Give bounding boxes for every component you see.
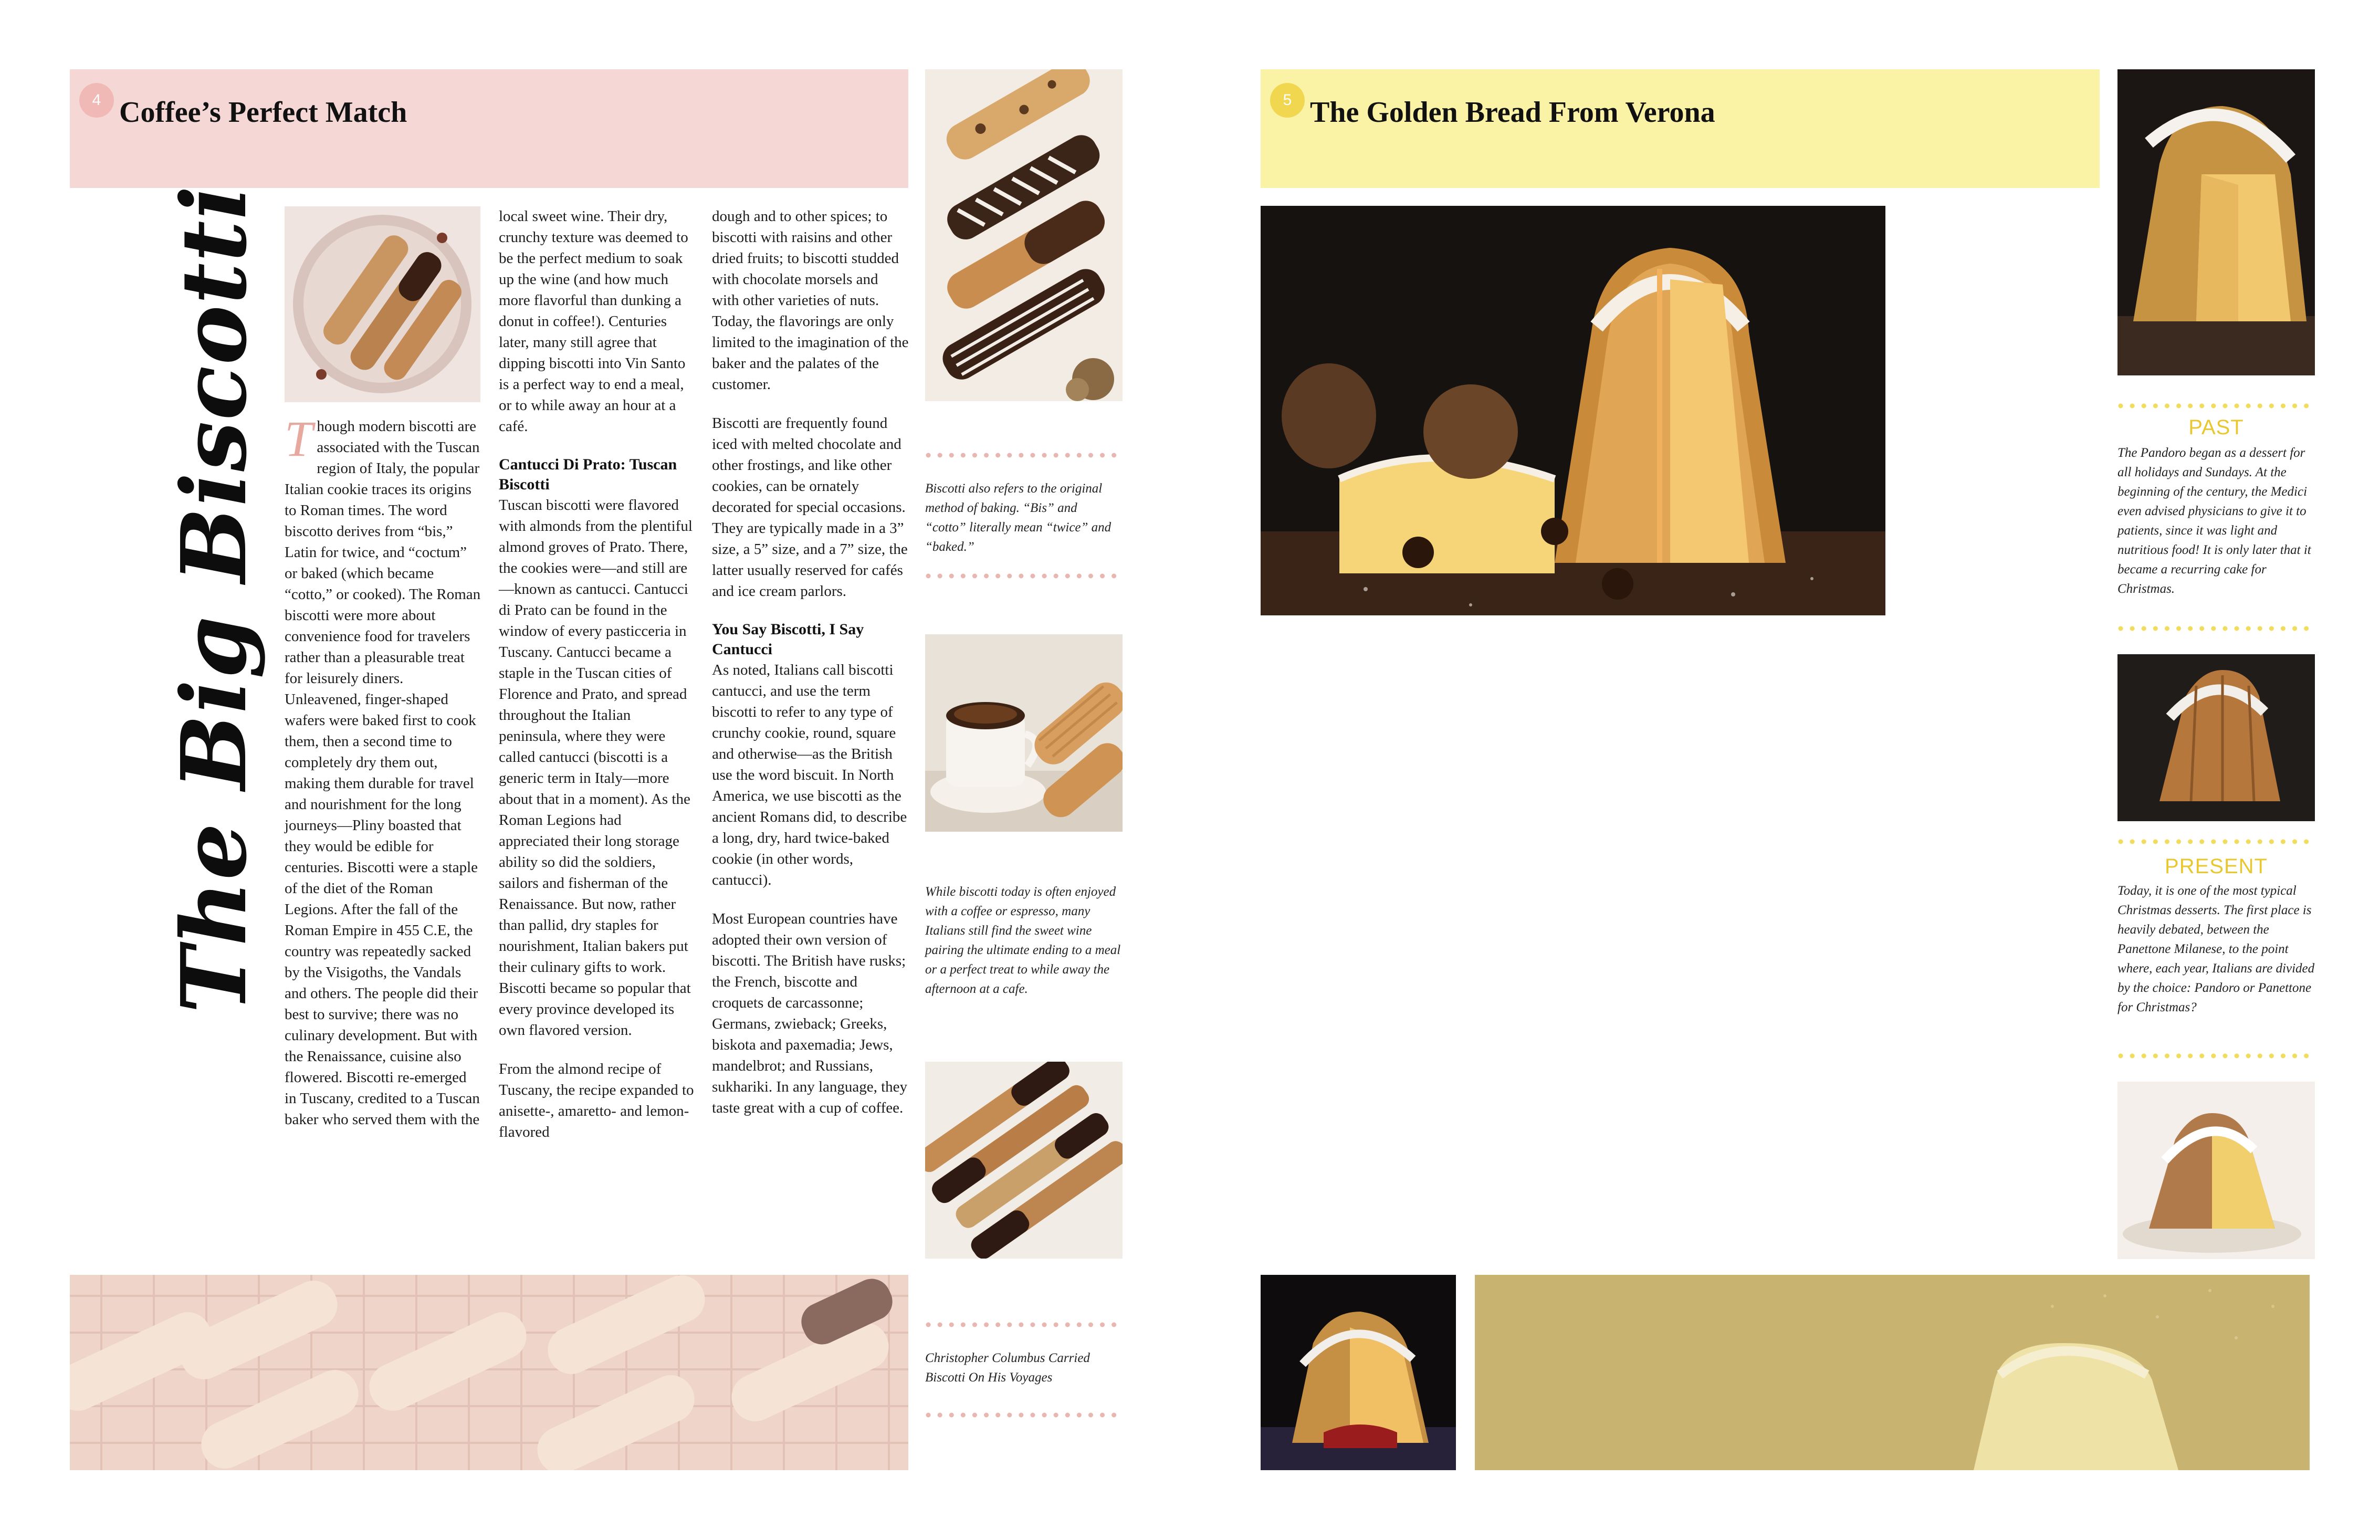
dotted-divider [925,1322,1123,1327]
present-label: PRESENT [2165,855,2268,878]
article-column-1 [285,411,481,1148]
dotted-divider [2117,626,2315,631]
subheading: You Say Biscotti, I Say Cantucci [712,621,864,658]
photo-caption: Biscotti also refers to the original method of baking. “Bis” and “cotto” literally mean “twice” and “baked.” [925,481,1112,554]
paragraph: Tuscan biscotti were flavored with almonds from the plentiful almond groves of Prato. There, the cookies were—and still are—known as cantucci. Cantucci di Prato can be found in the window of every pasticceria in Tuscany. Cantucci became a staple in the Tuscan cities of Florence and Prato, and spread throughout the Italian peninsula, where they were called cantucci (biscotti is a generic term in Italy—more about that in a moment). As the Roman Legions had appreciated their long storage ability so did the soldiers, sailors and fisherman of the Renaissance. But now, rather than pallid, dry staples for nourishment, Italian bakers put their culinary gifts to work. Biscotti became so popular that every province developed its own flavored version. [499,497,693,1039]
dotted-divider [925,1412,1123,1418]
article-column-3 [712,206,909,1136]
pandoro-hero-photo [1261,206,1885,615]
pandoro-on-plate-photo [2117,1082,2315,1259]
drop-cap: T [285,411,313,467]
dotted-divider [2117,839,2315,844]
paragraph: From the almond recipe of Tuscany, the recipe expanded to anisette-, amaretto- and lemon-flavored [499,1061,694,1140]
page-number-badge: 4 [79,83,114,118]
biscotti-plate-photo [285,206,480,402]
paragraph: Most European countries have adopted their own version of biscotti. The British have rusks; the French, biscotte and croquets de carcassonne; Germans, zwieback; Greeks, biskota and paxemadia; Jews, mandelbrot; and Russians, sukhariki. In any language, they taste great with a cup of coffee. [712,910,908,1116]
dotted-divider [925,573,1123,579]
dotted-divider [925,453,1123,458]
article-column-2 [499,206,694,1160]
dotted-divider [2117,1053,2315,1059]
biscotti-assortment-photo [925,69,1123,401]
paragraph: Biscotti are frequently found iced with melted chocolate and other frostings, and like other cookies, can be ornately decorated for special occasions. They are typically made in a 3” size, a 5” size, and a 7” size, the latter usually reserved for cafés and ice cream parlors. [712,415,908,600]
page-number-badge: 5 [1270,83,1305,118]
paragraph: As noted, Italians call biscotti cantucci, and use the term biscotti to refer to any type of crunchy cookie, round, square and otherwise—as the British use the word biscuit. In North America, we use biscotti as the ancient Romans did, to describe a long, dry, hard twice-baked cookie (in other words, cantucci). [712,662,907,888]
photo-caption: Christopher Columbus Carried Biscotti On His Voyages [925,1351,1090,1385]
dotted-divider [2117,403,2315,408]
pandoro-dark-photo [1261,1275,1456,1470]
past-text: The Pandoro began as a dessert for all holidays and Sundays. At the beginning of the century, the Medici even advised physicians to give it to patients, since it was light and nutritious food! It is only later that it became a recurring cake for Christmas. [2117,446,2311,596]
section-title: The Golden Bread From Verona [1310,96,1715,129]
section-title: Coffee’s Perfect Match [119,96,407,129]
pandoro-slice-photo [2117,69,2315,375]
paragraph: local sweet wine. Their dry, crunchy texture was deemed to be the perfect medium to soak up the wine (and how much more flavorful than dunking a donut in coffee!). Centuries later, many still agree that dipping biscotti into Vin Santo is a perfect way to end a meal, or to while away an hour at a café. [499,208,688,435]
whole-pandoro-photo [2117,654,2315,821]
header-banner-left [70,69,908,188]
paragraph: dough and to other spices; to biscotti with raisins and other dried fruits; to biscotti studded with chocolate morsels and with other varieties of nuts. Today, the flavorings are only limited to the imagination of the baker and the palates of the customer. [712,208,909,393]
coffee-and-biscotti-photo [925,634,1123,832]
photo-caption: While biscotti today is often enjoyed with a coffee or espresso, many Italians still find the sweet wine pairing the ultimate ending to a meal or a perfect treat to while away the afternoon at a cafe. [925,885,1121,996]
subheading: Cantucci Di Prato: Tuscan Biscotti [499,456,677,493]
article-title-vertical: The Big Biscotti [162,184,267,1013]
right-page [1190,0,2380,1540]
past-label: PAST [2188,416,2244,439]
present-text: Today, it is one of the most typical Christmas desserts. The first place is heavily debated, between the Panettone Milanese, to the point where, each year, Italians are divided by the choice: Pandoro or Panettone for Christmas? [2117,884,2315,1014]
chocolate-dipped-biscotti-photo [925,1062,1123,1259]
header-banner-right [1261,69,2100,188]
biscotti-on-rack-photo [70,1275,908,1470]
golden-pandoro-band-photo [1475,1275,2310,1470]
column-text: hough modern biscotti are associated with the Tuscan region of Italy, the popular Italian cookie traces its origins to Roman times. The word biscotto derives from “bis,” Latin for twice, and “coctum” or baked (which became “cotto,” or cooked). The Roman biscotti were more about convenience food for travelers rather than a pleasurable treat for leisurely diners. Unleavened, finger-shaped wafers were baked first to cook them, then a second time to completely dry them out, making them durable for travel and nourishment for the long journeys—Pliny boasted that they would be edible for centuries. Biscotti were a staple of the diet of the Roman Legions. After the fall of the Roman Empire in 455 C.E, the country was repeatedly sacked by the Visigoths, the Vandals and others. The people did their best to survive; there was no culinary development. But with the Renaissance, cuisine also flowered. Biscotti re-emerged in Tuscany, credited to a Tuscan baker who served them with the [285,418,481,1128]
